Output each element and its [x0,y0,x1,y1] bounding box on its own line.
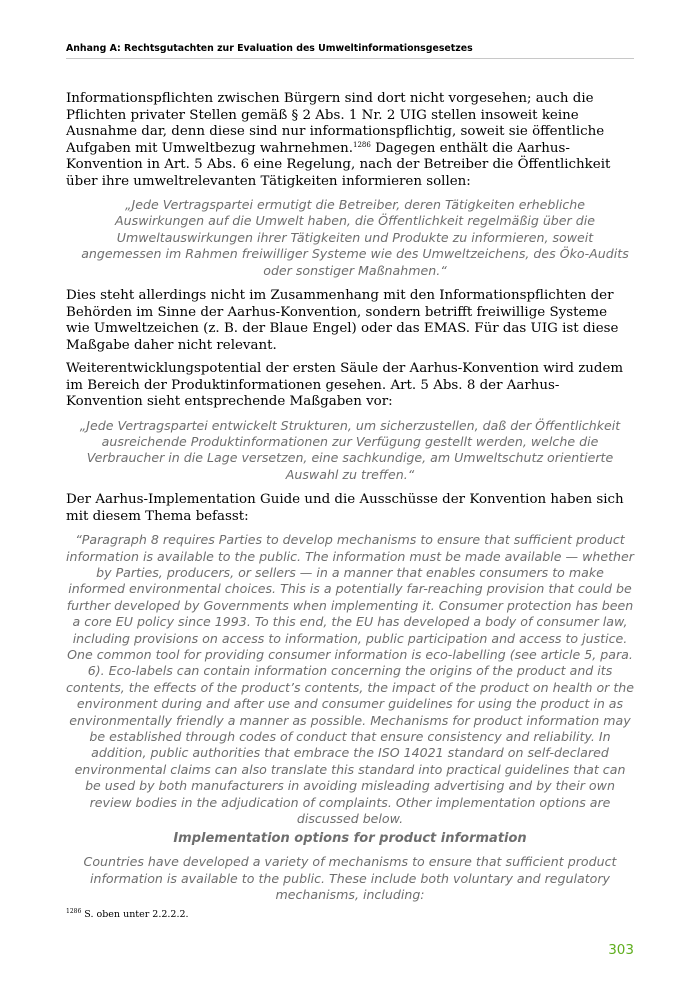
quote-implementation-options: Countries have developed a variety of mechanisms to ensure that sufficient product information is available to the public. These include both voluntary and regulatory mechanisms, including: [83,854,617,903]
paragraph-1-continuation: Dagegen enthält die Aarhus-Konvention in Art. 5 Abs. 6 eine Regelung, nach der Betreiber die Öffentlichkeit über ihre umweltrelevanten Tätigkeiten informieren sollen: [66,140,611,189]
paragraph-1 [66,91,634,190]
paragraph-3: Weiterentwicklungspotential der ersten Säule der Aarhus-Konvention wird zudem im Bereich der Produktinformationen gesehen. Art. 5 Abs. 8 der Aarhus-Konvention sieht entsprechende Maßgaben vor: [66,361,624,410]
paragraph-4: Der Aarhus-Implementation Guide und die Ausschüsse der Konvention haben sich mit diesem Thema befasst: [66,492,624,524]
main-content [66,91,634,904]
quote-subheading: Implementation options for product information [173,831,527,847]
quote-aarhus-art5-abs8: „Jede Vertragspartei entwickelt Strukturen, um sicherzustellen, daß der Öffentlichkeit ausreichende Produktinformationen zur Verfügung gestellt werden, welche die Verbraucher in die Lage versetzen, eine sachkundige, am Umweltschutz orientierte Auswahl zu treffen.“ [79,417,621,482]
paragraph-1-text: Informationspflichten zwischen Bürgern sind dort nicht vorgesehen; auch die Pflichten privater Stellen gemäß § 2 Abs. 1 Nr. 2 UIG stellen insoweit keine Ausnahme dar, denn diese sind nur informationspflichtig, soweit sie öffentliche Aufgaben mit Umweltbezug wahrnehmen. [66,91,605,156]
page-number: 303 [608,942,634,958]
footnote-text: S. oben unter 2.2.2.2. [81,909,189,920]
quote-implementation-guide: “Paragraph 8 requires Parties to develop mechanisms to ensure that sufficient product information is available to the public. The information must be made available — whether by Parties, producers, or sellers — in a manner that enables consumers to make informed environmental choices. This is a potentially far-reaching provision that could be further developed by Governments when implementing it. Consumer protection has been a core EU policy since 1993. To this end, the EU has developed a body of consumer law, including provisions on access to information, public participation and access to justice. One common tool for providing consumer information is eco-labelling (see article 5, para. 6). Eco-labels can contain information concerning the origins of the product and its contents, the effects of the product’s contents, the impact of the product on health or the environment during and after use and consumer guidelines for using the product in as environmentally friendly a manner as possible. Mechanisms for product information may be established through codes of conduct that ensure consistency and reliability. In addition, public authorities that embrace the ISO 14021 standard on self-declared environmental claims can also translate this standard into practical guidelines that can be used by both manufacturers in avoiding misleading advertising and by their own review bodies in the adjudication of complaints. Other implementation options are discussed below. [66,532,635,827]
footnote-number: 1286 [66,908,82,915]
footnote-reference[interactable]: 1286 [352,140,371,149]
running-header: Anhang A: Rechtsgutachten zur Evaluation des Umweltinformationsgesetzes [66,43,634,59]
footnote [66,909,634,921]
paragraph-2: Dies steht allerdings nicht im Zusammenhang mit den Informationspflichten der Behörden im Sinne der Aarhus-Konvention, sondern betrifft freiwillige Systeme wie Umweltzeichen (z. B. der Blaue Engel) oder das EMAS. Für das UIG ist diese Maßgabe daher nicht relevant. [66,288,619,353]
quote-aarhus-art5-abs6: „Jede Vertragspartei ermutigt die Betreiber, deren Tätigkeiten erhebliche Auswirkungen auf die Umwelt haben, die Öffentlichkeit regelmäßig über die Umweltauswirkungen ihrer Tätigkeiten und Produkte zu informieren, soweit angemessen im Rahmen freiwilliger Systeme wie des Umweltzeichens, des Öko-Audits oder sonstiger Maßnahmen.“ [81,197,629,278]
